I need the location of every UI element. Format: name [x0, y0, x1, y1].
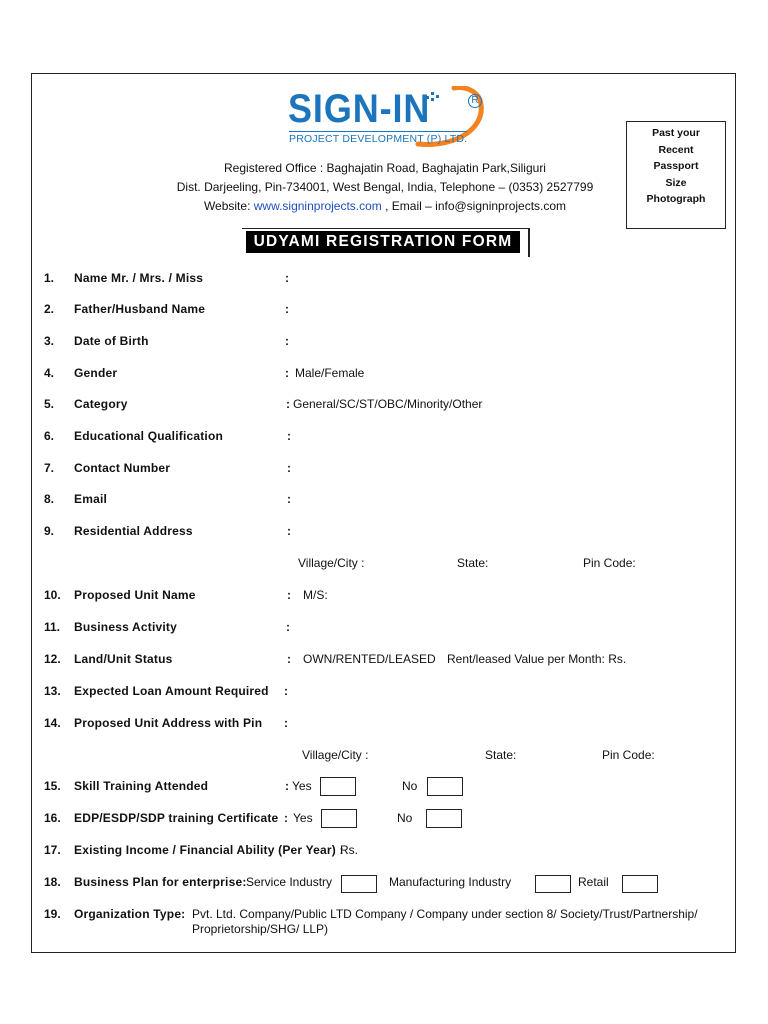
field-colon: : — [285, 779, 289, 793]
logo-subtitle: PROJECT DEVELOPMENT (P) LTD. — [289, 133, 468, 145]
field-label: Proposed Unit Address with Pin — [74, 716, 263, 730]
field-value: M/S: — [303, 588, 328, 602]
field-number: 16. — [44, 811, 61, 825]
field-colon: : — [285, 302, 289, 316]
field-label: Business Plan for enterprise: — [74, 875, 247, 889]
form-title: UDYAMI REGISTRATION FORM — [246, 231, 520, 253]
field-number: 2. — [44, 302, 55, 316]
field-colon: : — [285, 366, 289, 380]
field-label: Residential Address — [74, 524, 193, 538]
field-label: Educational Qualification — [74, 429, 224, 443]
no-label: No — [402, 779, 418, 793]
field-colon: : — [287, 492, 291, 506]
field-number: 3. — [44, 334, 55, 348]
field-label: Date of Birth — [74, 334, 149, 348]
field-colon: : — [285, 334, 289, 348]
photo-text-line: Recent — [658, 143, 694, 156]
passport-photo-box — [626, 121, 726, 229]
field-label: EDP/ESDP/SDP training Certificate — [74, 811, 279, 825]
field-label: Expected Loan Amount Required — [74, 684, 269, 698]
field-label: Contact Number — [74, 461, 171, 475]
field-label: Business Activity — [74, 620, 177, 634]
field-number: 15. — [44, 779, 61, 793]
field-colon: : — [287, 429, 291, 443]
field-label: Category — [74, 397, 128, 411]
retail-label: Retail — [578, 875, 609, 889]
logo-brand: SIGN-IN — [288, 87, 431, 131]
field-colon: : — [287, 461, 291, 475]
field-colon: : — [284, 684, 288, 698]
field-colon: : — [287, 588, 291, 602]
field-colon: : — [286, 397, 290, 411]
village-city-label: Village/City : — [302, 748, 369, 762]
field-value: General/SC/ST/OBC/Minority/Other — [293, 397, 483, 411]
rent-value-label: Rent/leased Value per Month: Rs. — [447, 652, 627, 666]
field-number: 4. — [44, 366, 55, 380]
field-number: 11. — [44, 620, 61, 634]
website-label: Website: — [203, 199, 254, 213]
field-colon: : — [284, 716, 288, 730]
field-colon: : — [286, 620, 290, 634]
address-line: Dist. Darjeeling, Pin-734001, West Bengal, India, Telephone – (0353) 2527799 — [176, 180, 594, 194]
organization-type-options-cont: Proprietorship/SHG/ LLP) — [192, 922, 329, 936]
service-industry-checkbox[interactable] — [341, 875, 377, 893]
field-label: Proposed Unit Name — [74, 588, 196, 602]
field-label: Father/Husband Name — [74, 302, 206, 316]
field-value: OWN/RENTED/LEASED — [303, 652, 436, 666]
field-label: Existing Income / Financial Ability (Per Year) : — [74, 843, 344, 857]
yes-label: Yes — [292, 779, 312, 793]
registered-mark: R — [468, 94, 482, 108]
retail-checkbox[interactable] — [622, 875, 658, 893]
field-number: 18. — [44, 875, 61, 889]
company-logo — [288, 86, 498, 150]
field-label: Land/Unit Status — [74, 652, 173, 666]
pin-code-label: Pin Code: — [602, 748, 655, 762]
field-label: Name Mr. / Mrs. / Miss — [74, 271, 204, 285]
field-number: 9. — [44, 524, 55, 538]
skill-training-yes-checkbox[interactable] — [320, 777, 356, 796]
title-frame — [242, 228, 530, 257]
photo-text-line: Size — [665, 176, 687, 189]
field-number: 14. — [44, 716, 61, 730]
manufacturing-industry-label: Manufacturing Industry — [389, 875, 512, 889]
field-colon: : — [287, 652, 291, 666]
field-number: 10. — [44, 588, 61, 602]
state-label: State: — [457, 556, 489, 570]
edp-no-checkbox[interactable] — [426, 809, 462, 828]
contact-line — [150, 199, 620, 213]
yes-label: Yes — [293, 811, 313, 825]
field-number: 12. — [44, 652, 61, 666]
field-colon: : — [287, 524, 291, 538]
field-number: 19. — [44, 907, 61, 921]
field-label: Organization Type: — [74, 907, 186, 921]
field-number: 7. — [44, 461, 55, 475]
office-line: Registered Office : Baghajatin Road, Baghajatin Park,Siliguri — [224, 161, 546, 175]
field-label: Gender — [74, 366, 118, 380]
photo-text-line: Past your — [652, 127, 700, 139]
manufacturing-industry-checkbox[interactable] — [535, 875, 571, 893]
field-value: Rs. — [340, 843, 358, 857]
village-city-label: Village/City : — [298, 556, 365, 570]
pin-code-label: Pin Code: — [583, 556, 636, 570]
field-label: Skill Training Attended — [74, 779, 209, 793]
field-number: 5. — [44, 397, 55, 411]
no-label: No — [397, 811, 413, 825]
field-number: 17. — [44, 843, 61, 857]
website-link[interactable]: www.signinprojects.com — [253, 199, 382, 213]
service-industry-label: Service Industry — [246, 875, 333, 889]
skill-training-no-checkbox[interactable] — [427, 777, 463, 796]
email-text: , Email – info@signinprojects.com — [381, 199, 567, 213]
field-colon: : — [284, 811, 288, 825]
field-label: Email — [74, 492, 108, 506]
field-number: 6. — [44, 429, 55, 443]
field-number: 8. — [44, 492, 55, 506]
photo-text-line: Photograph — [646, 193, 706, 205]
field-number: 1. — [44, 271, 55, 285]
state-label: State: — [485, 748, 517, 762]
field-value: Male/Female — [295, 366, 365, 380]
edp-yes-checkbox[interactable] — [321, 809, 357, 828]
field-number: 13. — [44, 684, 61, 698]
organization-type-options: Pvt. Ltd. Company/Public LTD Company / Company under section 8/ Society/Trust/Partnership/ — [192, 907, 698, 921]
photo-text-line: Passport — [653, 160, 699, 172]
field-colon: : — [285, 271, 289, 285]
